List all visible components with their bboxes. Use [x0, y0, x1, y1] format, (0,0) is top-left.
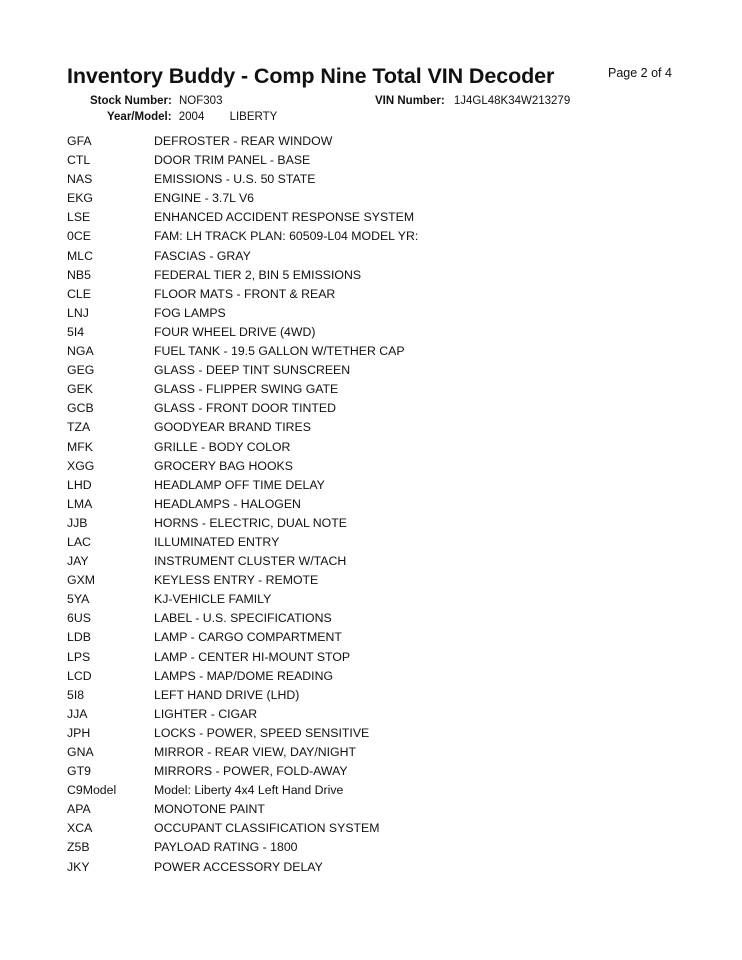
option-description: KEYLESS ENTRY - REMOTE	[154, 573, 319, 588]
list-item	[67, 438, 418, 457]
option-code: LNJ	[67, 305, 89, 320]
option-description: GLASS - DEEP TINT SUNSCREEN	[154, 363, 351, 378]
list-item	[67, 533, 418, 552]
option-code: LAC	[67, 534, 91, 549]
list-item	[67, 858, 418, 877]
option-code: CLE	[67, 286, 91, 301]
option-code: 5I4	[67, 324, 85, 339]
option-code-list	[67, 132, 418, 877]
option-description: MIRROR - REAR VIEW, DAY/NIGHT	[154, 745, 356, 759]
option-description: LEFT HAND DRIVE (LHD)	[154, 687, 300, 702]
option-code: JKY	[67, 859, 90, 874]
list-item	[67, 705, 418, 724]
option-description: MONOTONE PAINT	[154, 802, 265, 817]
model-value: LIBERTY	[229, 111, 278, 123]
option-code: 0CE	[67, 229, 91, 244]
option-description: LIGHTER - CIGAR	[154, 706, 258, 721]
list-item	[67, 399, 418, 418]
list-item	[67, 628, 418, 647]
option-description: LOCKS - POWER, SPEED SENSITIVE	[154, 725, 370, 740]
list-item	[67, 208, 418, 227]
list-item	[67, 495, 418, 514]
option-description: GLASS - FLIPPER SWING GATE	[154, 382, 339, 397]
option-code: Z5B	[67, 840, 90, 855]
option-code: 5YA	[67, 592, 90, 607]
list-item	[67, 686, 418, 705]
list-item	[67, 189, 418, 208]
option-description: INSTRUMENT CLUSTER W/TACH	[154, 554, 347, 569]
list-item	[67, 227, 418, 246]
option-code: TZA	[67, 420, 91, 435]
option-code: GXM	[67, 573, 96, 588]
page-number: Page 2 of 4	[608, 66, 672, 80]
list-item	[67, 418, 418, 437]
option-code: GT9	[67, 764, 91, 779]
vin-number-value: 1J4GL48K34W213279	[453, 95, 571, 107]
list-item	[67, 323, 418, 342]
option-code: NGA	[67, 344, 94, 359]
option-code: XCA	[67, 821, 93, 836]
option-code: GEK	[67, 382, 93, 397]
option-description: FLOOR MATS - FRONT & REAR	[154, 286, 336, 301]
option-code: LHD	[67, 477, 92, 492]
option-description: FAM: LH TRACK PLAN: 60509-L04 MODEL YR:	[154, 229, 419, 244]
option-description: GOODYEAR BRAND TIRES	[154, 420, 311, 435]
list-item	[67, 342, 418, 361]
option-code: LDB	[67, 630, 91, 645]
document-title: Inventory Buddy - Comp Nine Total VIN Decoder	[67, 64, 555, 88]
option-description: GLASS - FRONT DOOR TINTED	[154, 401, 336, 416]
option-code: JPH	[67, 725, 91, 740]
option-code: GNA	[67, 745, 94, 759]
list-item	[67, 132, 418, 151]
list-item	[67, 151, 418, 170]
list-item	[67, 648, 418, 667]
option-code: GCB	[67, 401, 94, 416]
option-description: FUEL TANK - 19.5 GALLON W/TETHER CAP	[154, 344, 405, 359]
option-description: GROCERY BAG HOOKS	[154, 458, 293, 473]
option-description: OCCUPANT CLASSIFICATION SYSTEM	[154, 821, 380, 836]
option-code: LSE	[67, 210, 91, 225]
list-item	[67, 819, 418, 838]
option-description: ENHANCED ACCIDENT RESPONSE SYSTEM	[154, 210, 415, 225]
option-code: MLC	[67, 248, 93, 263]
option-description: FOUR WHEEL DRIVE (4WD)	[154, 324, 316, 339]
list-item	[67, 667, 418, 686]
option-code: MFK	[67, 439, 93, 454]
option-description: HEADLAMPS - HALOGEN	[154, 496, 301, 511]
list-item	[67, 800, 418, 819]
option-description: ENGINE - 3.7L V6	[154, 191, 255, 206]
option-description: EMISSIONS - U.S. 50 STATE	[154, 172, 316, 187]
option-code: NAS	[67, 172, 93, 187]
option-description: ILLUMINATED ENTRY	[154, 534, 280, 549]
year-value: 2004	[178, 111, 205, 123]
list-item	[67, 552, 418, 571]
option-code: APA	[67, 802, 91, 817]
option-description: FOG LAMPS	[154, 305, 226, 320]
list-item	[67, 590, 418, 609]
list-item	[67, 514, 418, 533]
option-code: GEG	[67, 363, 95, 378]
list-item	[67, 380, 418, 399]
option-description: LAMP - CENTER HI-MOUNT STOP	[154, 649, 351, 664]
option-description: POWER ACCESSORY DELAY	[154, 859, 323, 874]
list-item	[67, 762, 418, 781]
option-code: JAY	[67, 554, 89, 569]
option-code: LCD	[67, 668, 92, 683]
option-description: HEADLAMP OFF TIME DELAY	[154, 477, 325, 492]
option-code: NB5	[67, 267, 91, 282]
option-code: EKG	[67, 191, 93, 206]
list-item	[67, 781, 418, 800]
option-code: LMA	[67, 496, 93, 511]
option-description: MIRRORS - POWER, FOLD-AWAY	[154, 764, 348, 779]
option-description: GRILLE - BODY COLOR	[154, 439, 291, 454]
year-model-field	[107, 111, 277, 123]
option-code: JJA	[67, 706, 88, 721]
option-code: LPS	[67, 649, 91, 664]
option-code: 6US	[67, 611, 91, 626]
list-item	[67, 838, 418, 857]
option-description: Model: Liberty 4x4 Left Hand Drive	[154, 783, 344, 798]
list-item	[67, 285, 418, 304]
list-item	[67, 571, 418, 590]
list-item	[67, 247, 418, 266]
option-code: GFA	[67, 134, 92, 148]
stock-number-label: Stock Number:	[90, 95, 172, 107]
stock-number-value: NOF303	[179, 95, 223, 107]
list-item	[67, 476, 418, 495]
option-description: DOOR TRIM PANEL - BASE	[154, 153, 311, 168]
option-description: LAMPS - MAP/DOME READING	[154, 668, 334, 683]
option-code: C9Model	[67, 783, 117, 798]
list-item	[67, 304, 418, 323]
option-description: FEDERAL TIER 2, BIN 5 EMISSIONS	[154, 267, 362, 282]
option-description: KJ-VEHICLE FAMILY	[154, 592, 272, 607]
list-item	[67, 170, 418, 189]
list-item	[67, 724, 418, 743]
list-item	[67, 609, 418, 628]
year-model-label: Year/Model:	[107, 111, 172, 123]
list-item	[67, 266, 418, 285]
option-description: LAMP - CARGO COMPARTMENT	[154, 630, 342, 645]
stock-number-field	[90, 95, 222, 107]
option-description: FASCIAS - GRAY	[154, 248, 251, 263]
vin-number-label: VIN Number:	[375, 95, 445, 107]
option-description: PAYLOAD RATING - 1800	[154, 840, 298, 855]
list-item	[67, 743, 418, 762]
option-code: JJB	[67, 515, 88, 530]
option-code: XGG	[67, 458, 95, 473]
list-item	[67, 457, 418, 476]
vin-number-field	[375, 95, 570, 107]
option-description: HORNS - ELECTRIC, DUAL NOTE	[154, 515, 347, 530]
option-code: 5I8	[67, 687, 85, 702]
list-item	[67, 361, 418, 380]
option-description: DEFROSTER - REAR WINDOW	[154, 134, 333, 148]
option-code: CTL	[67, 153, 91, 168]
option-description: LABEL - U.S. SPECIFICATIONS	[154, 611, 332, 626]
